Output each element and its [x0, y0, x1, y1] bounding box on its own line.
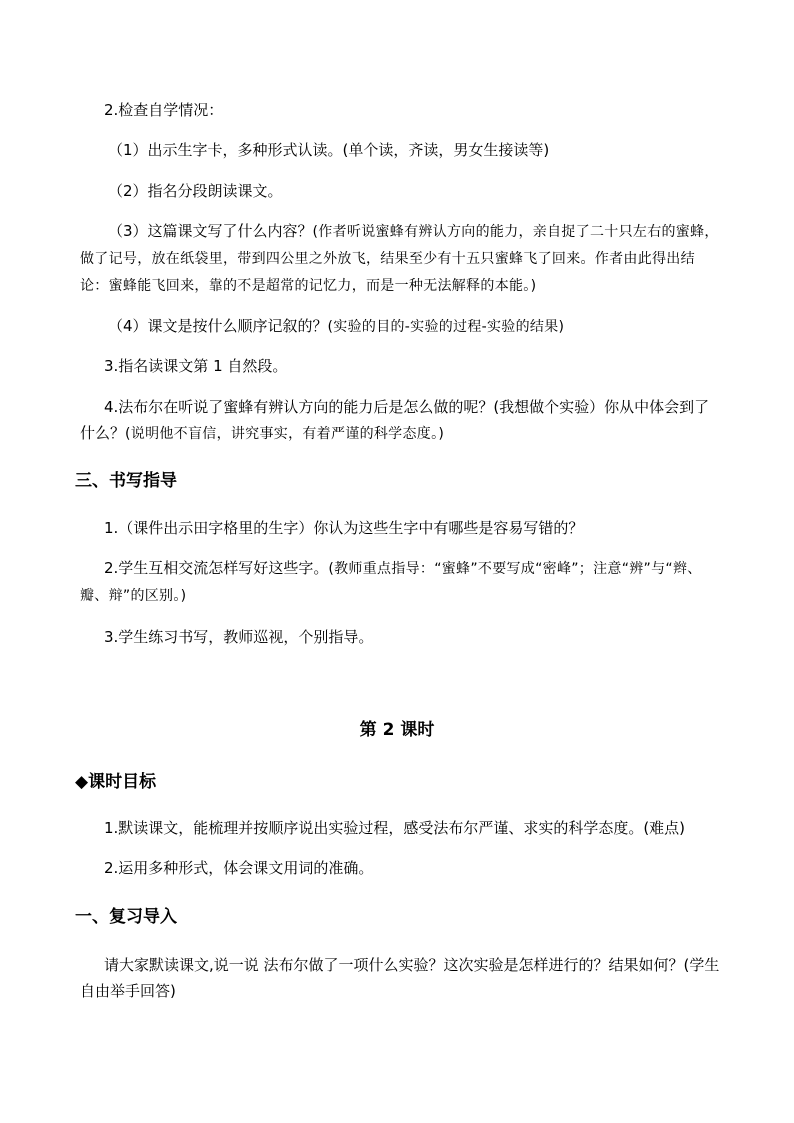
list-item-error-prone-characters: 1.（课件出示田字格里的生字）你认为这些生字中有哪些是容易写错的？	[104, 519, 584, 537]
review-text: 请大家默读课文,说一说 法布尔做了一项什么实验？这次实验是怎样进行的？结果如何？(学生自由举手回答)	[80, 956, 720, 1000]
list-item-check-self-study: 2.检查自学情况：	[104, 101, 224, 119]
answer-note: (实验的目的-实验的过程-实验的结果)	[327, 319, 565, 335]
list-item-writing-practice: 3.学生练习书写，教师巡视，个别指导。	[104, 628, 374, 646]
list-item-writing-exchange	[80, 555, 720, 609]
item-text: 2.学生互相交流怎样写好这些字。	[104, 559, 329, 577]
goal-item-1: 1.默读课文，能梳理并按顺序说出实验过程，感受法布尔严谨、求实的科学态度。(难点)	[104, 819, 686, 837]
section-heading-review: 一、复习导入	[75, 907, 177, 927]
list-item-content-question	[80, 218, 720, 299]
question-text: （4）课文是按什么顺序记叙的？	[108, 317, 328, 335]
review-paragraph	[80, 952, 730, 1004]
list-item-read-paragraph-1: 3.指名读课文第 1 自然段。	[104, 357, 288, 375]
list-item-fabre-question	[80, 394, 720, 447]
list-item-show-character-cards: （1）出示生字卡，多种形式认读。(单个读，齐读，男女生接读等)	[108, 141, 550, 159]
teacher-note: (教师重点指导：“蜜蜂”不要写成“密峰”；注意“辨”与“辫、瓣、辩”的区别。)	[80, 561, 702, 604]
section-heading-goals: ◆课时目标	[75, 772, 157, 792]
question-text: 4.法布尔在听说了蜜蜂有辨认方向的能力后是怎么做的呢？(我想做个实验）你从中体会到了什么？	[80, 398, 710, 442]
lesson-2-title: 第 2 课时	[359, 720, 435, 740]
answer-note: (作者听说蜜蜂有辨认方向的能力，亲自捉了二十只左右的蜜蜂，做了记号，放在纸袋里，带到四公里之外放飞，结果至少有十五只蜜蜂飞了回来。作者由此得出结论：蜜蜂能飞回来，靠的不是超常的记忆力，而是一种无法解释的本能。)	[80, 224, 719, 294]
question-text: （3）这篇课文写了什么内容？	[108, 222, 313, 240]
goal-item-2: 2.运用多种形式，体会课文用词的准确。	[104, 859, 374, 877]
section-heading-writing: 三、书写指导	[75, 471, 177, 491]
answer-note: (说明他不盲信，讲究事实，有着严谨的科学态度。)	[125, 426, 445, 442]
list-item-order-question	[108, 313, 564, 340]
list-item-read-aloud: （2）指名分段朗读课文。	[108, 182, 283, 200]
